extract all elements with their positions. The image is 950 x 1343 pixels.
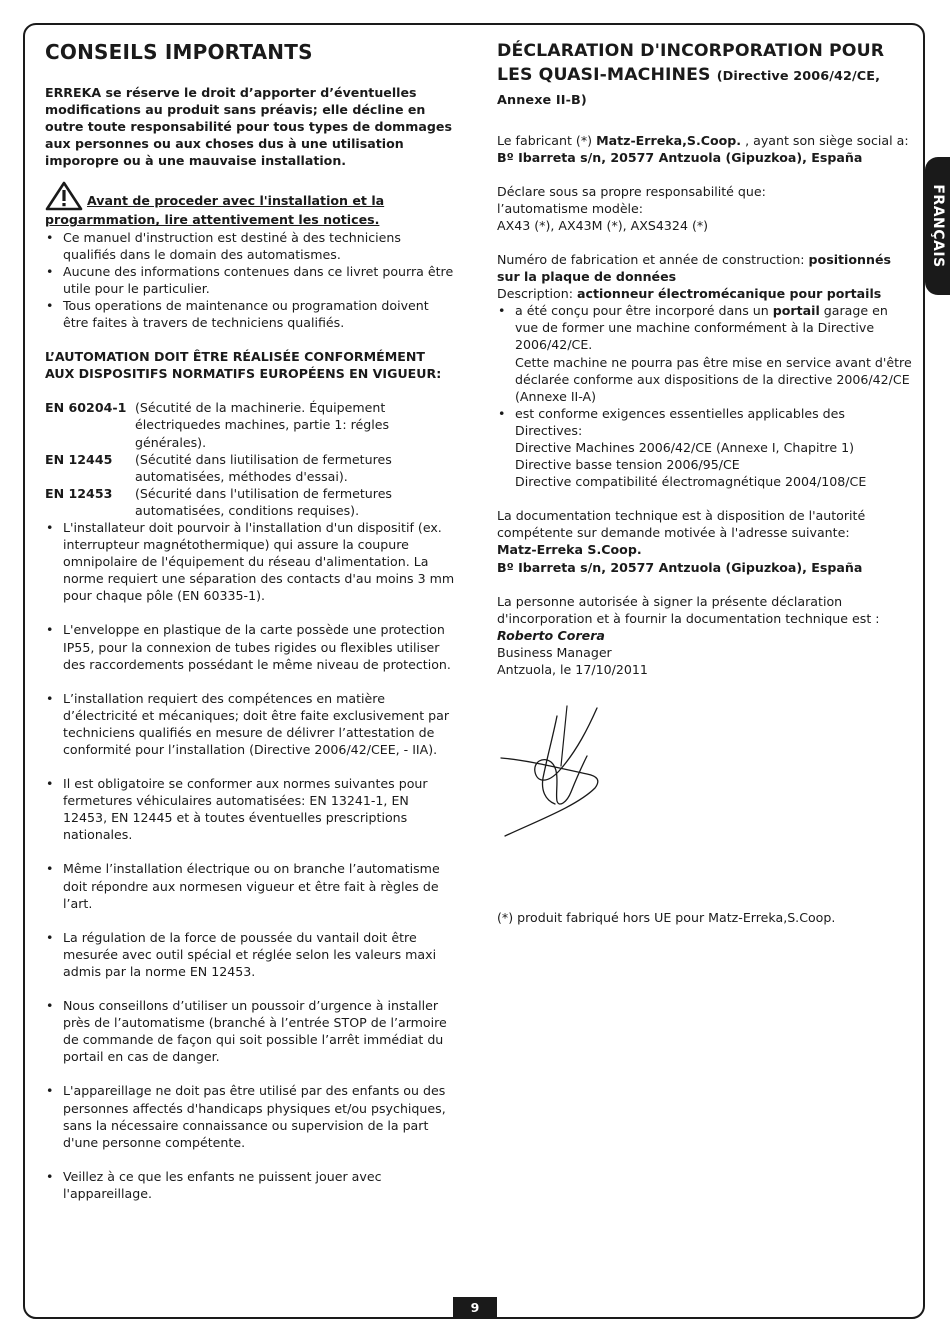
- list-item: • L'installateur doit pourvoir à l'installation d'un dispositif (ex. interrupteur magnétothermique) qui assure la coupure omnipolaire de l'équipement du réseau d'alimentation. La norme requiert une séparation des contacts d'au moins 3 mm pour chaque pôle (EN 60335-1).: [46, 519, 455, 604]
- manufacturer-name: Matz-Erreka,S.Coop.: [596, 132, 742, 148]
- serial-line: Numéro de fabrication et année de construction: positionnés sur la plaque de données: [497, 251, 891, 285]
- footnote: (*) produit fabriqué hors UE pour Matz-Erreka,S.Coop.: [497, 910, 836, 926]
- list-item: • est conforme exigences essentielles applicables des Directives: Directive Machines 2006/42/CE (Annexe I, Chapitre 1) Directive basse tension 2006/95/CE Directive compatibilité électromagnétique 2004/108/CE: [498, 405, 867, 490]
- list-item: • L'enveloppe en plastique de la carte possède une protection IP55, pour la connexion de tubes rigides ou flexibles utiliser des raccordements possédant le même niveau de protection.: [46, 622, 451, 672]
- intro-paragraph: ERREKA se réserve le droit d’apporter d’éventuelles modifications au produit sans préavis; elle décline en outre toute responsabilité pour tous types de dommages aux personnes ou aux choses dus à une utilisation imporopre ou à une mauvaise installation.: [45, 85, 452, 169]
- list-item: • L’installation requiert des compétences en matière d’électricité et mécaniques; doit être faite exclusivement par techniciens qualifiés en mesure de délivrer l’attestation de conformité pour l’installation (Directive 2006/42/CEE, - IIA).: [46, 690, 450, 757]
- left-column: [45, 40, 455, 1202]
- list-item: • Tous operations de maintenance ou programation doivent être faites à travers de techniciens qualifiés.: [46, 297, 429, 331]
- list-item: • Même l’installation électrique ou on branche l’automatisme doit répondre aux normesen vigueur et être fait à règles de l’art.: [46, 861, 440, 911]
- signature-image: [497, 696, 612, 841]
- signer-role: Business Manager: [497, 644, 612, 660]
- standard-row: EN 60204-1 (Sécutité de la machinerie. Équipement électriquedes machines, partie 1: régles générales).: [45, 400, 390, 450]
- language-tab: [925, 157, 950, 295]
- language-tab-label: FRANÇAIS: [929, 184, 946, 268]
- standards-heading: L’AUTOMATION DOIT ÊTRE RÉALISÉE CONFORMÉMENT AUX DISPOSITIFS NORMATIFS EUROPÉENS EN VIGUEUR:: [45, 349, 442, 382]
- list-item: • Aucune des informations contenues dans ce livret pourra être utile pour le particulier.: [46, 263, 454, 296]
- list-item: • Ce manuel d'instruction est destiné à des techniciens qualifiés dans le domain des automatismes.: [46, 229, 401, 262]
- list-item: • La régulation de la force de poussée du vantail doit être mesurée avec outil spécial et réglée selon les valeurs maxi admis par la norme EN 12453.: [46, 929, 437, 979]
- safety-bullet-list: [45, 519, 455, 1202]
- warning-notice: [45, 181, 455, 228]
- model-list: AX43 (*), AX43M (*), AXS4324 (*): [497, 217, 709, 233]
- manufacturer-address: Bº Ibarreta s/n, 20577 Antzuola (Gipuzkoa), España: [497, 149, 863, 165]
- description-line: Description: actionneur électromécanique pour portails: [497, 286, 882, 302]
- warning-line-1: Avant de proceder avec l'installation et la: [87, 193, 385, 209]
- documentation-text: La documentation technique est à disposition de l'autorité compétente sur demande motivée à l'adresse suivante:: [497, 508, 866, 541]
- list-item: • a été conçu pour être incorporé dans un portail garage en vue de former une machine conformément à la Directive 2006/42/CE. Cette machine ne pourra pas être mise en service avant d'être déclarée conforme aux dispositions de la directive 2006/42/CE (Annexe II-A): [498, 303, 912, 404]
- page-number: 9: [453, 1297, 497, 1319]
- declare-line-1: Déclare sous sa propre responsabilité que:: [497, 183, 766, 199]
- list-item: • Nous conseillons d’utiliser un poussoir d’urgence à installer près de l’automatisme (branché à l’entrée STOP de l’armoire de commande de façon qui soit possible l’arrêt immédiat du portail en cas de danger.: [46, 998, 447, 1065]
- standards-list: [45, 399, 455, 519]
- section-title-conseils: CONSEILS IMPORTANTS: [45, 40, 313, 64]
- right-column: [497, 40, 915, 926]
- documentation-address: Bº Ibarreta s/n, 20577 Antzuola (Gipuzkoa), España: [497, 559, 863, 575]
- declare-line-2: l’automatisme modèle:: [497, 200, 644, 216]
- place-date: Antzuola, le 17/10/2011: [497, 662, 648, 678]
- warning-triangle-icon: [45, 181, 83, 211]
- declaration-bullet-list: [497, 302, 915, 490]
- standard-row: EN 12453 (Sécurité dans l'utilisation de fermetures automatisées, conditions requises).: [45, 485, 392, 518]
- section-title-declaration: DÉCLARATION D'INCORPORATION POUR LES QUASI-MACHINES (Directive 2006/42/CE, Annexe II-B): [497, 41, 885, 108]
- list-item: • Il est obligatoire se conformer aux normes suivantes pour fermetures véhiculaires automatisées: EN 13241-1, EN 12453, EN 12445 et à toutes éventuelles prescriptions nationales.: [46, 776, 428, 843]
- warning-line-2: progarmmation, lire attentivement les notices.: [45, 212, 380, 228]
- authorized-person-text: La personne autorisée à signer la présente déclaration d'incorporation et à fournir la documentation technique est :: [497, 593, 880, 626]
- manufacturer-line: Le fabricant (*) Matz-Erreka,S.Coop. , ayant son siège social a:: [497, 132, 909, 148]
- directive-subtitle: (Directive 2006/42/CE, Annexe II-B): [497, 68, 881, 108]
- signer-name: Roberto Corera: [497, 627, 605, 643]
- standard-row: EN 12445 (Sécutité dans liutilisation de fermetures automatisées, méthodes d'essai).: [45, 451, 392, 484]
- list-item: • L'appareillage ne doit pas être utilisé par des enfants ou des personnes affectés d'handicaps physiques et/ou psychiques, sans la nécessaire connaissance ou supervision de la part d'une personne compétente.: [46, 1083, 446, 1150]
- documentation-company: Matz-Erreka S.Coop.: [497, 542, 642, 558]
- intro-bullet-list: [45, 229, 455, 332]
- list-item: • Veillez à ce que les enfants ne puissent jouer avec l'appareillage.: [46, 1168, 382, 1201]
